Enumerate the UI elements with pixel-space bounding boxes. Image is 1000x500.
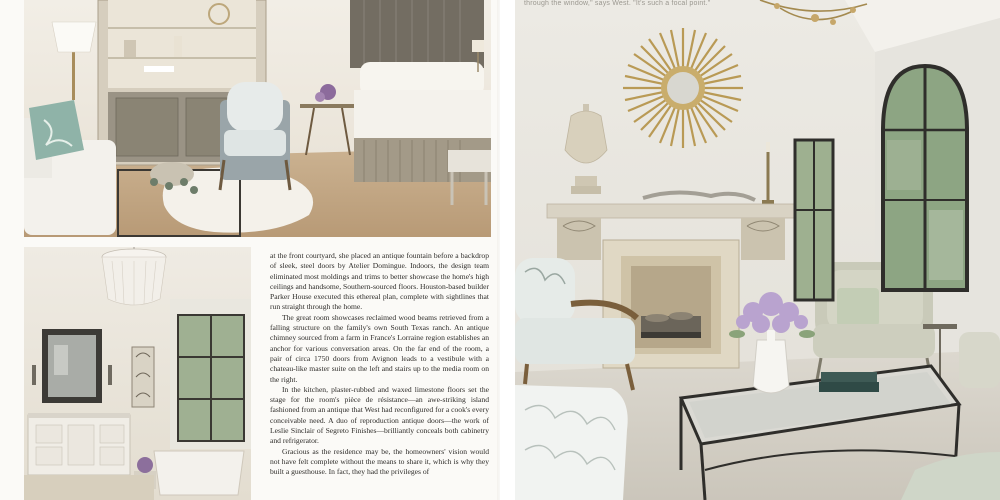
great-room-illustration — [515, 0, 1000, 500]
bathroom-illustration — [24, 247, 251, 500]
bedroom-illustration — [24, 0, 491, 237]
photo-caption: through the window," says West. "It's such a focal point." — [524, 0, 711, 7]
sunburst-mirror — [623, 28, 743, 148]
article-paragraph: The great room showcases reclaimed wood beams retrieved from a falling structure on the family's own South Texas ranch. An antique chimney sourced from a farm in France's Lorraine region establishes an anchor for various conversation areas. On the far end of the room, a pair of circa 1750 doors from Avignon leads to a vestibule with a chateau-like master suite on the left and stairs up to the media room on the right. — [270, 312, 489, 384]
article-paragraph: In the kitchen, plaster-rubbed and waxed limestone floors set the stage for the room's pièce de résistance—an awe-striking island fashioned from an antique that West had reconfigured for a cook's every conceivable need. A duo of reproduction antique doors—the work of Leslie Sinclair of Segreto Finishes—brilliantly conceals both cabinetry and refrigerator. — [270, 384, 489, 446]
article-text — [270, 251, 489, 478]
right-page — [500, 0, 1000, 500]
great-room-photo — [515, 0, 1000, 500]
article-paragraph: at the front courtyard, she placed an antique fountain before a backdrop of sleek, steel doors by Atelier Domingue. Indoors, the design team eliminated most moldings and trims to better showcase the home's high ceilings and handsome, Southern-sourced floors. Houston-based builder Parker House executed this ethereal plan, complete with sightlines that run straight through the home. — [270, 251, 489, 312]
article-paragraph: Gracious as the residence may be, the homeowners' vision would not have felt complete without the means to share it, which is why they built a guesthouse. In fact, they had the privileges of — [270, 446, 489, 477]
bedroom-photo — [24, 0, 491, 237]
bathroom-photo — [24, 247, 251, 500]
arched-window — [883, 66, 967, 290]
